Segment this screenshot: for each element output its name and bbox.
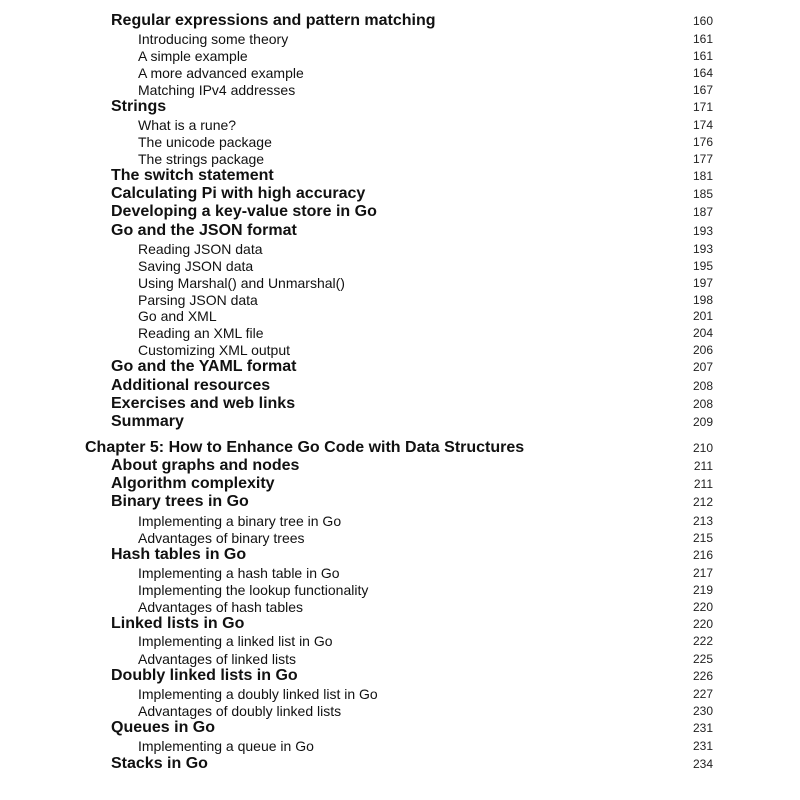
toc-entry-page-number: 171 <box>692 100 713 114</box>
toc-entry-page-number: 167 <box>692 83 713 97</box>
toc-subsection-entry <box>0 257 800 275</box>
toc-entry-page-number: 213 <box>692 514 713 528</box>
toc-entry-page-number: 208 <box>692 379 713 393</box>
toc-section-entry <box>0 358 800 376</box>
toc-subsection-entry <box>0 30 800 48</box>
toc-entry-title: Saving JSON data <box>138 258 254 274</box>
toc-entry-title: Calculating Pi with high accuracy <box>111 185 366 202</box>
toc-entry-page-number: 219 <box>692 583 713 597</box>
toc-entry-title: Reading JSON data <box>138 241 263 257</box>
toc-subsection-entry <box>0 702 800 720</box>
toc-entry-title: Advantages of doubly linked lists <box>138 703 342 719</box>
toc-entry-title: Developing a key-value store in Go <box>111 203 377 220</box>
toc-section-entry <box>0 475 800 493</box>
toc-entry-page-number: 208 <box>692 397 713 411</box>
toc-entry-page-number: 217 <box>692 566 713 580</box>
toc-entry-title: Advantages of binary trees <box>138 530 305 546</box>
toc-entry-title: Summary <box>111 413 184 430</box>
toc-entry-page-number: 187 <box>692 205 713 219</box>
toc-subsection-entry <box>0 685 800 703</box>
toc-section-entry <box>0 167 800 185</box>
toc-entry-title: Matching IPv4 addresses <box>138 82 296 98</box>
toc-section-entry <box>0 546 800 564</box>
toc-entry-title: Go and the YAML format <box>111 358 297 375</box>
toc-entry-page-number: 193 <box>692 224 713 238</box>
toc-entry-title: Doubly linked lists in Go <box>111 667 298 684</box>
toc-section-entry <box>0 755 800 773</box>
toc-subsection-entry <box>0 650 800 668</box>
toc-subsection-entry <box>0 737 800 755</box>
toc-entry-page-number: 177 <box>692 152 713 166</box>
toc-subsection-entry <box>0 598 800 616</box>
toc-section-entry <box>0 203 800 221</box>
toc-entry-title: The switch statement <box>111 167 274 184</box>
toc-entry-page-number: 211 <box>693 477 713 491</box>
toc-entry-page-number: 227 <box>692 687 713 701</box>
toc-entry-title: Implementing a binary tree in Go <box>138 513 342 529</box>
toc-entry-title: Implementing the lookup functionality <box>138 582 369 598</box>
toc-section-entry <box>0 719 800 737</box>
toc-entry-title: About graphs and nodes <box>111 457 300 474</box>
toc-section-entry <box>0 377 800 395</box>
toc-entry-title: Implementing a queue in Go <box>138 738 314 754</box>
toc-entry-page-number: 220 <box>692 600 713 614</box>
toc-entry-page-number: 226 <box>692 669 713 683</box>
toc-subsection-entry <box>0 529 800 547</box>
toc-entry-title: A more advanced example <box>138 65 304 81</box>
toc-entry-page-number: 216 <box>692 548 713 562</box>
toc-section-entry <box>0 12 800 30</box>
toc-section-entry <box>0 185 800 203</box>
toc-entry-title: The strings package <box>138 151 265 167</box>
toc-entry-title: Using Marshal() and Unmarshal() <box>138 275 345 291</box>
toc-entry-page-number: 231 <box>692 721 713 735</box>
toc-entry-page-number: 234 <box>692 757 713 771</box>
toc-entry-title: Binary trees in Go <box>111 493 249 510</box>
toc-section-entry <box>0 395 800 413</box>
toc-subsection-entry <box>0 133 800 151</box>
toc-entry-page-number: 207 <box>692 360 713 374</box>
toc-entry-title: Go and the JSON format <box>111 222 297 239</box>
toc-subsection-entry <box>0 324 800 342</box>
toc-section-entry <box>0 98 800 116</box>
toc-section-entry <box>0 222 800 240</box>
toc-entry-title: Regular expressions and pattern matching <box>111 12 436 29</box>
toc-subsection-entry <box>0 150 800 168</box>
toc-entry-page-number: 209 <box>692 415 713 429</box>
toc-entry-title: Hash tables in Go <box>111 546 247 563</box>
toc-section-entry <box>0 615 800 633</box>
toc-entry-title: Algorithm complexity <box>111 475 275 492</box>
toc-entry-page-number: 211 <box>693 459 713 473</box>
toc-entry-page-number: 220 <box>692 617 713 631</box>
toc-entry-title: Strings <box>111 98 167 115</box>
toc-entry-title: Implementing a linked list in Go <box>138 633 333 649</box>
toc-subsection-entry <box>0 274 800 292</box>
toc-subsection-entry <box>0 240 800 258</box>
toc-entry-title: Parsing JSON data <box>138 292 258 308</box>
toc-section-entry <box>0 413 800 431</box>
toc-entry-page-number: 215 <box>692 531 713 545</box>
toc-entry-title: The unicode package <box>138 134 272 150</box>
toc-chapter-entry <box>0 439 800 457</box>
toc-entry-title: Introducing some theory <box>138 31 289 47</box>
toc-section-entry <box>0 493 800 511</box>
toc-entry-page-number: 206 <box>692 343 713 357</box>
toc-entry-title: Reading an XML file <box>138 325 264 341</box>
toc-subsection-entry <box>0 116 800 134</box>
toc-section-entry <box>0 667 800 685</box>
toc-entry-page-number: 160 <box>692 14 713 28</box>
toc-entry-title: Customizing XML output <box>138 342 290 358</box>
toc-entry-page-number: 222 <box>692 634 713 648</box>
toc-entry-title: What is a rune? <box>138 117 237 133</box>
toc-entry-page-number: 176 <box>692 135 713 149</box>
toc-entry-title: Implementing a doubly linked list in Go <box>138 686 378 702</box>
toc-section-entry <box>0 457 800 475</box>
toc-entry-title: Queues in Go <box>111 719 216 736</box>
toc-entry-page-number: 195 <box>692 259 713 273</box>
toc-entry-page-number: 212 <box>692 495 713 509</box>
toc-entry-page-number: 181 <box>692 169 713 183</box>
toc-entry-page-number: 201 <box>692 309 713 323</box>
toc-subsection-entry <box>0 581 800 599</box>
toc-subsection-entry <box>0 81 800 99</box>
toc-entry-title: Implementing a hash table in Go <box>138 565 340 581</box>
toc-entry-page-number: 197 <box>692 276 713 290</box>
toc-entry-page-number: 225 <box>692 652 713 666</box>
toc-entry-page-number: 174 <box>692 118 713 132</box>
toc-entry-title: Additional resources <box>111 377 271 394</box>
toc-entry-page-number: 198 <box>692 293 713 307</box>
toc-entry-page-number: 161 <box>692 32 713 46</box>
toc-entry-page-number: 185 <box>692 187 713 201</box>
toc-entry-title: Stacks in Go <box>111 755 208 772</box>
toc-subsection-entry <box>0 564 800 582</box>
toc-subsection-entry <box>0 632 800 650</box>
toc-subsection-entry <box>0 307 800 325</box>
toc-subsection-entry <box>0 341 800 359</box>
toc-subsection-entry <box>0 512 800 530</box>
toc-entry-title: Go and XML <box>138 308 217 324</box>
toc-subsection-entry <box>0 47 800 65</box>
toc-entry-page-number: 204 <box>692 326 713 340</box>
toc-entry-page-number: 161 <box>692 49 713 63</box>
toc-entry-page-number: 210 <box>692 441 713 455</box>
toc-entry-title: Linked lists in Go <box>111 615 245 632</box>
toc-entry-title: A simple example <box>138 48 248 64</box>
toc-entry-page-number: 193 <box>692 242 713 256</box>
toc-entry-page-number: 164 <box>692 66 713 80</box>
toc-entry-page-number: 231 <box>692 739 713 753</box>
toc-subsection-entry <box>0 64 800 82</box>
toc-entry-title: Advantages of hash tables <box>138 599 304 615</box>
toc-entry-title: Chapter 5: How to Enhance Go Code with Data Structures <box>85 439 525 456</box>
toc-entry-title: Advantages of linked lists <box>138 651 296 667</box>
toc-entry-title: Exercises and web links <box>111 395 296 412</box>
toc-entry-page-number: 230 <box>692 704 713 718</box>
